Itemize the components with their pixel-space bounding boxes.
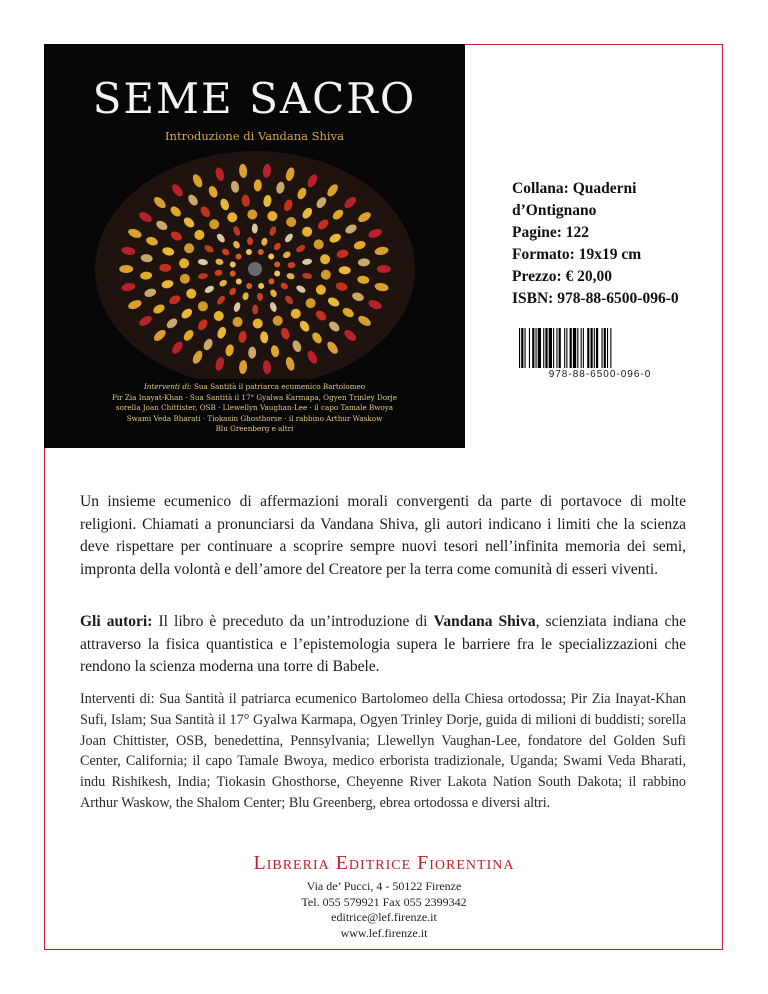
publisher-website[interactable]: www.lef.firenze.it <box>340 925 428 940</box>
barcode-bar <box>532 328 534 368</box>
seed <box>252 223 258 233</box>
barcode-bar <box>604 328 606 368</box>
barcode-bar <box>570 328 572 368</box>
book-info <box>512 178 679 310</box>
cover-subtitle: Introduzione di Vandana Shiva <box>165 129 344 143</box>
barcode-bar <box>587 328 589 368</box>
barcode-bar <box>602 328 603 368</box>
authors-text-2: , scienziata indiana che attraverso la fisica quantistica e l’epistemologia supera le barriere fra le specializzazioni che rendono la scienza moderna una torre di Babele. <box>80 613 686 675</box>
credits-line-5: Blu Greenberg e altri <box>215 424 294 433</box>
barcode-bar <box>525 328 526 368</box>
authors-name: Vandana Shiva <box>433 613 536 630</box>
barcode-bar <box>529 328 530 368</box>
book-cover <box>44 44 465 448</box>
center-stone <box>248 262 262 276</box>
info-collana-1: Collana: Quaderni <box>512 180 637 197</box>
barcode-bar <box>519 328 520 368</box>
barcode-bar <box>607 328 608 368</box>
barcode-bar <box>559 328 561 368</box>
barcode-bar <box>543 328 544 368</box>
credits-line-1: Sua Santità il patriarca ecumenico Bartolomeo <box>191 382 366 391</box>
authors-paragraph <box>80 611 686 679</box>
barcode-bar <box>566 328 567 368</box>
barcode-bar <box>545 328 547 368</box>
interventi-paragraph: Interventi di: Sua Santità il patriarca ecumenico Bartolomeo della Chiesa ortodossa; Pir Zia Inayat-Khan Sufi, Islam; Sua Santità il 17° Gyalwa Karmapa, Ogyen Trinley Dorje, guida di milioni di buddisti; sorella Joan Chittister, OSB, benedettina, Pennsylvania; Llewellyn Vaughan-Lee, fondatore del Golden Sufi Center, California; il capo Tamale Bwoya, medico erborista tradizionale, Uganda; Swami Veda Bharati, indu Rishikesh, India; Tiokasin Ghosthorse, Cheyenne River Lakota Nation South Dakota; il rabbino Arthur Waskow, the Shalom Center; Blu Greenberg, ebrea ortodossa e diversi altri. <box>80 691 686 811</box>
barcode-bar <box>549 328 552 368</box>
seed <box>377 265 391 273</box>
barcode-bar <box>591 328 593 368</box>
publisher-email[interactable]: editrice@lef.firenze.it <box>331 910 437 924</box>
barcode-bar <box>536 328 537 368</box>
barcode-bar <box>538 328 541 368</box>
info-prezzo: Prezzo: € 20,00 <box>512 268 612 285</box>
authors-label: Gli autori: <box>80 613 153 630</box>
book-description: Un insieme ecumenico di affermazioni morali convergenti da parte di portavoce di molte religioni. Chiamati a pronunciarsi da Vandana Shiva, gli autori indicano i limiti che la scienza deve rispettare per continuare a scoprire sempre nuovi tesori nell’infinita memoria dei semi, impronta della volontà e dell’amore del Creatore per la terra come comunità di esseri viventi. <box>80 493 686 578</box>
barcode-bar <box>583 328 584 368</box>
credits-line-4: Swami Veda Bharati · Tiokasin Ghosthorse · il rabbino Arthur Waskow <box>126 413 383 423</box>
barcode-bar <box>564 328 565 368</box>
credits-line-2: Pir Zia Inayat-Khan · Sua Santità il 17° Gyalwa Karmapa, Ogyen Trinley Dorje <box>112 392 397 402</box>
barcode-number: 978-88-6500-096-0 <box>548 369 652 380</box>
seed <box>252 304 258 314</box>
barcode-bar <box>596 328 598 368</box>
barcode-bar <box>553 328 554 368</box>
barcode-bar <box>610 328 611 368</box>
info-formato: Formato: 19x19 cm <box>512 246 642 263</box>
barcode-bar <box>577 328 578 368</box>
credits-line-3: sorella Joan Chittister, OSB · Llewellyn Vaughan-Lee · il capo Tamale Bwoya <box>115 403 394 412</box>
credits-lead: Interventi di: <box>143 382 192 391</box>
publisher-phone: Tel. 055 579921 Fax 055 2399342 <box>301 894 467 909</box>
cover-credits <box>64 382 445 435</box>
seed <box>119 265 133 273</box>
seed-mandala-image <box>90 149 420 379</box>
cover-title: SEME SACRO <box>92 74 417 123</box>
authors-text-1: Il libro è preceduto da un’introduzione di <box>152 613 434 630</box>
isbn-barcode <box>515 328 685 380</box>
barcode-bar <box>556 328 557 368</box>
barcode-bar <box>581 328 582 368</box>
barcode-bar <box>521 328 523 368</box>
info-collana-2: d’Ontignano <box>512 202 597 219</box>
barcode-bar <box>594 328 595 368</box>
publisher-address: Via de’ Pucci, 4 - 50122 Firenze <box>306 879 462 893</box>
barcode-bar <box>573 328 576 368</box>
info-isbn: ISBN: 978-88-6500-096-0 <box>512 290 679 307</box>
barcode-bars <box>515 328 685 368</box>
publisher-contacts <box>0 879 768 941</box>
info-pagine: Pagine: 122 <box>512 224 590 241</box>
publisher-name: Libreria Editrice Fiorentina <box>253 852 515 874</box>
